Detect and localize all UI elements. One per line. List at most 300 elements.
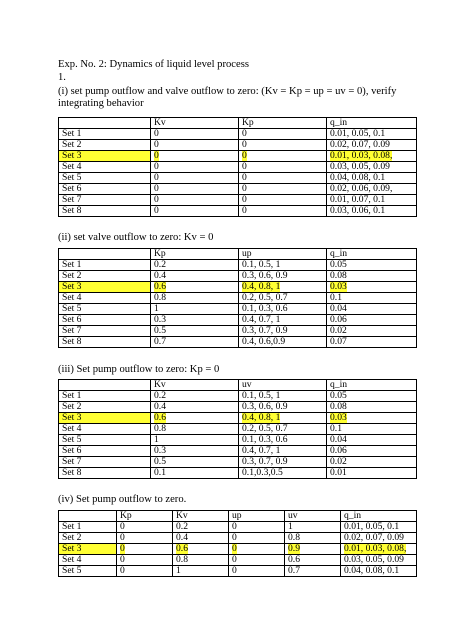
cell-text: 1	[154, 303, 159, 314]
cell-text: Set 1	[62, 521, 82, 532]
row-label	[59, 195, 151, 206]
table-cell	[239, 184, 327, 195]
cell-text: Set 6	[62, 445, 82, 456]
table-cell	[151, 435, 239, 446]
cell-text: 0.01, 0.05, 0.1	[330, 128, 386, 139]
cell-text: Kv	[154, 379, 166, 390]
row-label	[59, 468, 151, 479]
row-label	[59, 129, 151, 140]
cell-text: 0.1	[154, 467, 166, 478]
cell-text: 0	[242, 183, 247, 194]
cell-text: 0.9	[288, 543, 300, 554]
table-row	[59, 544, 417, 555]
cell-text: 0.03, 0.06, 0.1	[330, 205, 386, 216]
table-cell	[151, 184, 239, 195]
column-header	[239, 380, 327, 391]
cell-text: 0.07	[330, 336, 347, 347]
table-cell	[151, 326, 239, 337]
section-3-table	[58, 379, 417, 479]
cell-text: Set 7	[62, 194, 82, 205]
cell-text: 0	[232, 565, 237, 576]
cell-text: 0	[120, 565, 125, 576]
table-cell	[239, 326, 327, 337]
cell-text: 0	[120, 521, 125, 532]
table-cell	[151, 457, 239, 468]
column-header	[59, 249, 151, 260]
cell-text: 0.01, 0.03, 0.08,	[330, 150, 393, 161]
cell-text: 0.1, 0.3, 0.6	[242, 303, 288, 314]
cell-text: Set 5	[62, 172, 82, 183]
table-cell	[151, 206, 239, 217]
cell-text: 0	[232, 521, 237, 532]
cell-text: 0.02, 0.07, 0.09	[344, 532, 404, 543]
row-label	[59, 282, 151, 293]
cell-text: Set 7	[62, 325, 82, 336]
table-cell	[327, 184, 417, 195]
table-cell	[117, 522, 173, 533]
column-header	[59, 118, 151, 129]
cell-text: Set 6	[62, 183, 82, 194]
cell-text: Set 8	[62, 336, 82, 347]
table-row	[59, 555, 417, 566]
table-cell	[239, 195, 327, 206]
table-cell	[151, 282, 239, 293]
table-cell	[173, 566, 229, 577]
row-label	[59, 293, 151, 304]
table-cell	[341, 544, 417, 555]
cell-text: 0.3	[154, 314, 166, 325]
table-cell	[151, 468, 239, 479]
cell-text: 0.7	[154, 336, 166, 347]
table-cell	[327, 446, 417, 457]
table-cell	[239, 304, 327, 315]
column-header	[59, 511, 117, 522]
table-row	[59, 184, 417, 195]
table-cell	[327, 435, 417, 446]
table-cell	[151, 173, 239, 184]
table-cell	[229, 555, 285, 566]
table-cell	[229, 533, 285, 544]
row-label	[59, 457, 151, 468]
cell-text: Set 2	[62, 532, 82, 543]
row-label	[59, 544, 117, 555]
section-2-heading: (ii) set valve outflow to zero: Kv = 0	[58, 232, 214, 243]
cell-text: 0	[154, 205, 159, 216]
table-cell	[151, 446, 239, 457]
row-label	[59, 391, 151, 402]
cell-text: 0.03	[330, 412, 347, 423]
row-label	[59, 413, 151, 424]
table-cell	[327, 140, 417, 151]
cell-text: 0.03	[330, 281, 347, 292]
table-row	[59, 140, 417, 151]
column-header	[151, 118, 239, 129]
column-header	[327, 380, 417, 391]
table-cell	[239, 206, 327, 217]
cell-text: 0.2	[176, 521, 188, 532]
cell-text: Set 3	[62, 150, 82, 161]
document-title: Exp. No. 2: Dynamics of liquid level process	[58, 59, 249, 70]
cell-text: Kv	[154, 117, 166, 128]
table-row	[59, 424, 417, 435]
table-cell	[151, 337, 239, 348]
cell-text: Set 1	[62, 390, 82, 401]
cell-text: Set 3	[62, 543, 82, 554]
cell-text: Set 5	[62, 303, 82, 314]
table-cell	[239, 337, 327, 348]
table-row	[59, 457, 417, 468]
table-row	[59, 337, 417, 348]
table-cell	[285, 533, 341, 544]
item-number: 1.	[58, 72, 66, 83]
cell-text: 1	[288, 521, 293, 532]
row-label	[59, 151, 151, 162]
cell-text: 0	[154, 194, 159, 205]
section-4-heading: (iv) Set pump outflow to zero.	[58, 494, 187, 505]
column-header	[229, 511, 285, 522]
cell-text: 0.03, 0.05, 0.09	[344, 554, 404, 565]
cell-text: uv	[242, 379, 252, 390]
cell-text: 0.06	[330, 314, 347, 325]
table-cell	[327, 304, 417, 315]
cell-text: 0	[242, 194, 247, 205]
cell-text: Kv	[176, 510, 188, 521]
section-2-table	[58, 248, 417, 348]
table-row	[59, 129, 417, 140]
cell-text: up	[242, 248, 252, 259]
row-label	[59, 424, 151, 435]
row-label	[59, 566, 117, 577]
table-cell	[173, 555, 229, 566]
cell-text: 0	[120, 554, 125, 565]
cell-text: 0.08	[330, 401, 347, 412]
table-cell	[239, 468, 327, 479]
row-label	[59, 326, 151, 337]
row-label	[59, 315, 151, 326]
row-label	[59, 555, 117, 566]
cell-text: 0	[232, 554, 237, 565]
table-cell	[327, 271, 417, 282]
cell-text: q_in	[330, 117, 348, 128]
table-cell	[151, 195, 239, 206]
row-label	[59, 206, 151, 217]
cell-text: 0.06	[330, 445, 347, 456]
cell-text: 0.7	[288, 565, 300, 576]
table-cell	[327, 391, 417, 402]
cell-text: 0.6	[154, 281, 166, 292]
row-label	[59, 173, 151, 184]
row-label	[59, 446, 151, 457]
table-cell	[151, 413, 239, 424]
table-cell	[173, 533, 229, 544]
table-cell	[239, 446, 327, 457]
section-4-table	[58, 510, 417, 577]
row-label	[59, 271, 151, 282]
section-1-table	[58, 117, 417, 217]
table-cell	[327, 151, 417, 162]
table-cell	[239, 424, 327, 435]
cell-text: 0	[154, 128, 159, 139]
cell-text: 0.4, 0.8, 1	[242, 281, 281, 292]
row-label	[59, 260, 151, 271]
section-3-heading: (iii) Set pump outflow to zero: Kp = 0	[58, 364, 220, 375]
column-header	[117, 511, 173, 522]
cell-text: up	[232, 510, 242, 521]
cell-text: Set 2	[62, 139, 82, 150]
cell-text: 0.1	[330, 292, 342, 303]
cell-text: 0.04, 0.08, 0.1	[330, 172, 386, 183]
table-row	[59, 402, 417, 413]
column-header	[327, 118, 417, 129]
column-header	[173, 511, 229, 522]
cell-text: 1	[154, 434, 159, 445]
table-cell	[327, 206, 417, 217]
table-row	[59, 293, 417, 304]
table-header-row	[59, 511, 417, 522]
table-cell	[117, 555, 173, 566]
table-cell	[327, 457, 417, 468]
table-row	[59, 533, 417, 544]
cell-text: 0.04	[330, 434, 347, 445]
cell-text: 0	[120, 543, 125, 554]
cell-text: 0.2, 0.5, 0.7	[242, 292, 288, 303]
cell-text: 0	[232, 532, 237, 543]
table-row	[59, 468, 417, 479]
cell-text: 0	[154, 150, 159, 161]
table-cell	[229, 566, 285, 577]
table-row	[59, 391, 417, 402]
cell-text: Set 4	[62, 161, 82, 172]
table-row	[59, 522, 417, 533]
cell-text: 0.4, 0.7, 1	[242, 445, 281, 456]
table-cell	[229, 544, 285, 555]
table-row	[59, 271, 417, 282]
cell-text: 0	[242, 128, 247, 139]
column-header	[151, 249, 239, 260]
cell-text: 0.04	[330, 303, 347, 314]
cell-text: Set 5	[62, 434, 82, 445]
table-cell	[117, 566, 173, 577]
table-cell	[117, 544, 173, 555]
table-cell	[151, 293, 239, 304]
column-header	[285, 511, 341, 522]
cell-text: Set 6	[62, 314, 82, 325]
table-cell	[173, 544, 229, 555]
table-cell	[239, 435, 327, 446]
table-cell	[327, 162, 417, 173]
cell-text: 0.02, 0.07, 0.09	[330, 139, 390, 150]
cell-text: 0.8	[176, 554, 188, 565]
table-cell	[327, 195, 417, 206]
cell-text: 0	[242, 161, 247, 172]
cell-text: 0	[120, 532, 125, 543]
cell-text: Set 8	[62, 467, 82, 478]
cell-text: Set 1	[62, 259, 82, 270]
cell-text: 0.8	[154, 292, 166, 303]
cell-text: Set 1	[62, 128, 82, 139]
table-cell	[239, 293, 327, 304]
table-row	[59, 206, 417, 217]
table-row	[59, 315, 417, 326]
table-cell	[239, 260, 327, 271]
cell-text: q_in	[330, 248, 348, 259]
table-cell	[327, 424, 417, 435]
cell-text: 0.2	[154, 390, 166, 401]
cell-text: 0	[242, 150, 247, 161]
cell-text: 0.3	[154, 445, 166, 456]
cell-text: Set 3	[62, 281, 82, 292]
cell-text: 0.02, 0.06, 0.09,	[330, 183, 393, 194]
cell-text: 0	[154, 172, 159, 183]
cell-text: 0.02	[330, 325, 347, 336]
cell-text: 0	[154, 183, 159, 194]
cell-text: 0	[232, 543, 237, 554]
cell-text: 0.05	[330, 259, 347, 270]
cell-text: 0.1, 0.5, 1	[242, 390, 281, 401]
cell-text: 0.1,0.3,0.5	[242, 467, 283, 478]
cell-text: 0.3, 0.7, 0.9	[242, 456, 288, 467]
table-cell	[239, 391, 327, 402]
cell-text: Kp	[120, 510, 132, 521]
cell-text: 0.3, 0.7, 0.9	[242, 325, 288, 336]
cell-text: Kp	[242, 117, 254, 128]
row-label	[59, 184, 151, 195]
table-cell	[327, 413, 417, 424]
cell-text: 1	[176, 565, 181, 576]
cell-text: 0	[154, 139, 159, 150]
cell-text: 0.8	[288, 532, 300, 543]
table-cell	[151, 129, 239, 140]
table-row	[59, 282, 417, 293]
table-cell	[239, 173, 327, 184]
cell-text: 0.6	[288, 554, 300, 565]
table-cell	[327, 337, 417, 348]
table-row	[59, 413, 417, 424]
cell-text: 0	[242, 139, 247, 150]
row-label	[59, 337, 151, 348]
cell-text: 0.01	[330, 467, 347, 478]
table-cell	[285, 522, 341, 533]
section-1-heading: (i) set pump outflow and valve outflow to zero: (Kv = Kp = up = uv = 0), verify integrating behavior	[58, 86, 397, 109]
cell-text: 0	[242, 172, 247, 183]
cell-text: 0.5	[154, 325, 166, 336]
cell-text: 0.4	[154, 401, 166, 412]
cell-text: 0.1, 0.3, 0.6	[242, 434, 288, 445]
table-cell	[341, 533, 417, 544]
table-cell	[239, 282, 327, 293]
table-cell	[285, 544, 341, 555]
cell-text: 0.6	[176, 543, 188, 554]
cell-text: q_in	[330, 379, 348, 390]
table-header-row	[59, 380, 417, 391]
table-row	[59, 566, 417, 577]
table-cell	[239, 140, 327, 151]
cell-text: 0.3, 0.6, 0.9	[242, 401, 288, 412]
cell-text: 0.3, 0.6, 0.9	[242, 270, 288, 281]
table-row	[59, 195, 417, 206]
table-row	[59, 304, 417, 315]
cell-text: 0.04, 0.08, 0.1	[344, 565, 400, 576]
table-cell	[239, 315, 327, 326]
cell-text: 0.2, 0.5, 0.7	[242, 423, 288, 434]
table-header-row	[59, 118, 417, 129]
table-cell	[151, 162, 239, 173]
column-header	[327, 249, 417, 260]
table-cell	[151, 151, 239, 162]
table-row	[59, 151, 417, 162]
column-header	[341, 511, 417, 522]
table-row	[59, 326, 417, 337]
cell-text: 0.6	[154, 412, 166, 423]
table-row	[59, 173, 417, 184]
table-header-row	[59, 249, 417, 260]
table-cell	[151, 271, 239, 282]
table-row	[59, 446, 417, 457]
table-cell	[341, 522, 417, 533]
cell-text: 0.05	[330, 390, 347, 401]
table-cell	[327, 173, 417, 184]
cell-text: Set 4	[62, 292, 82, 303]
table-cell	[239, 457, 327, 468]
row-label	[59, 162, 151, 173]
column-header	[59, 380, 151, 391]
column-header	[151, 380, 239, 391]
table-cell	[285, 566, 341, 577]
table-cell	[327, 129, 417, 140]
cell-text: 0	[154, 161, 159, 172]
cell-text: 0.01, 0.03, 0.08,	[344, 543, 407, 554]
table-cell	[151, 260, 239, 271]
table-cell	[117, 533, 173, 544]
cell-text: 0.1	[330, 423, 342, 434]
cell-text: 0	[242, 205, 247, 216]
table-cell	[151, 391, 239, 402]
table-cell	[239, 413, 327, 424]
cell-text: Set 3	[62, 412, 82, 423]
table-cell	[341, 555, 417, 566]
table-cell	[327, 402, 417, 413]
cell-text: 0.8	[154, 423, 166, 434]
table-cell	[327, 315, 417, 326]
cell-text: 0.08	[330, 270, 347, 281]
cell-text: 0.4	[154, 270, 166, 281]
cell-text: 0.5	[154, 456, 166, 467]
cell-text: 0.4, 0.7, 1	[242, 314, 281, 325]
cell-text: Set 2	[62, 270, 82, 281]
table-cell	[151, 315, 239, 326]
table-row	[59, 435, 417, 446]
cell-text: uv	[288, 510, 298, 521]
cell-text: 0.1, 0.5, 1	[242, 259, 281, 270]
cell-text: 0.2	[154, 259, 166, 270]
table-cell	[285, 555, 341, 566]
cell-text: 0.02	[330, 456, 347, 467]
column-header	[239, 118, 327, 129]
cell-text: Kp	[154, 248, 166, 259]
table-cell	[239, 151, 327, 162]
row-label	[59, 304, 151, 315]
table-cell	[327, 282, 417, 293]
table-cell	[327, 468, 417, 479]
table-cell	[327, 260, 417, 271]
row-label	[59, 435, 151, 446]
table-cell	[173, 522, 229, 533]
table-cell	[239, 271, 327, 282]
table-cell	[239, 402, 327, 413]
column-header	[239, 249, 327, 260]
cell-text: Set 2	[62, 401, 82, 412]
cell-text: 0.01, 0.05, 0.1	[344, 521, 400, 532]
